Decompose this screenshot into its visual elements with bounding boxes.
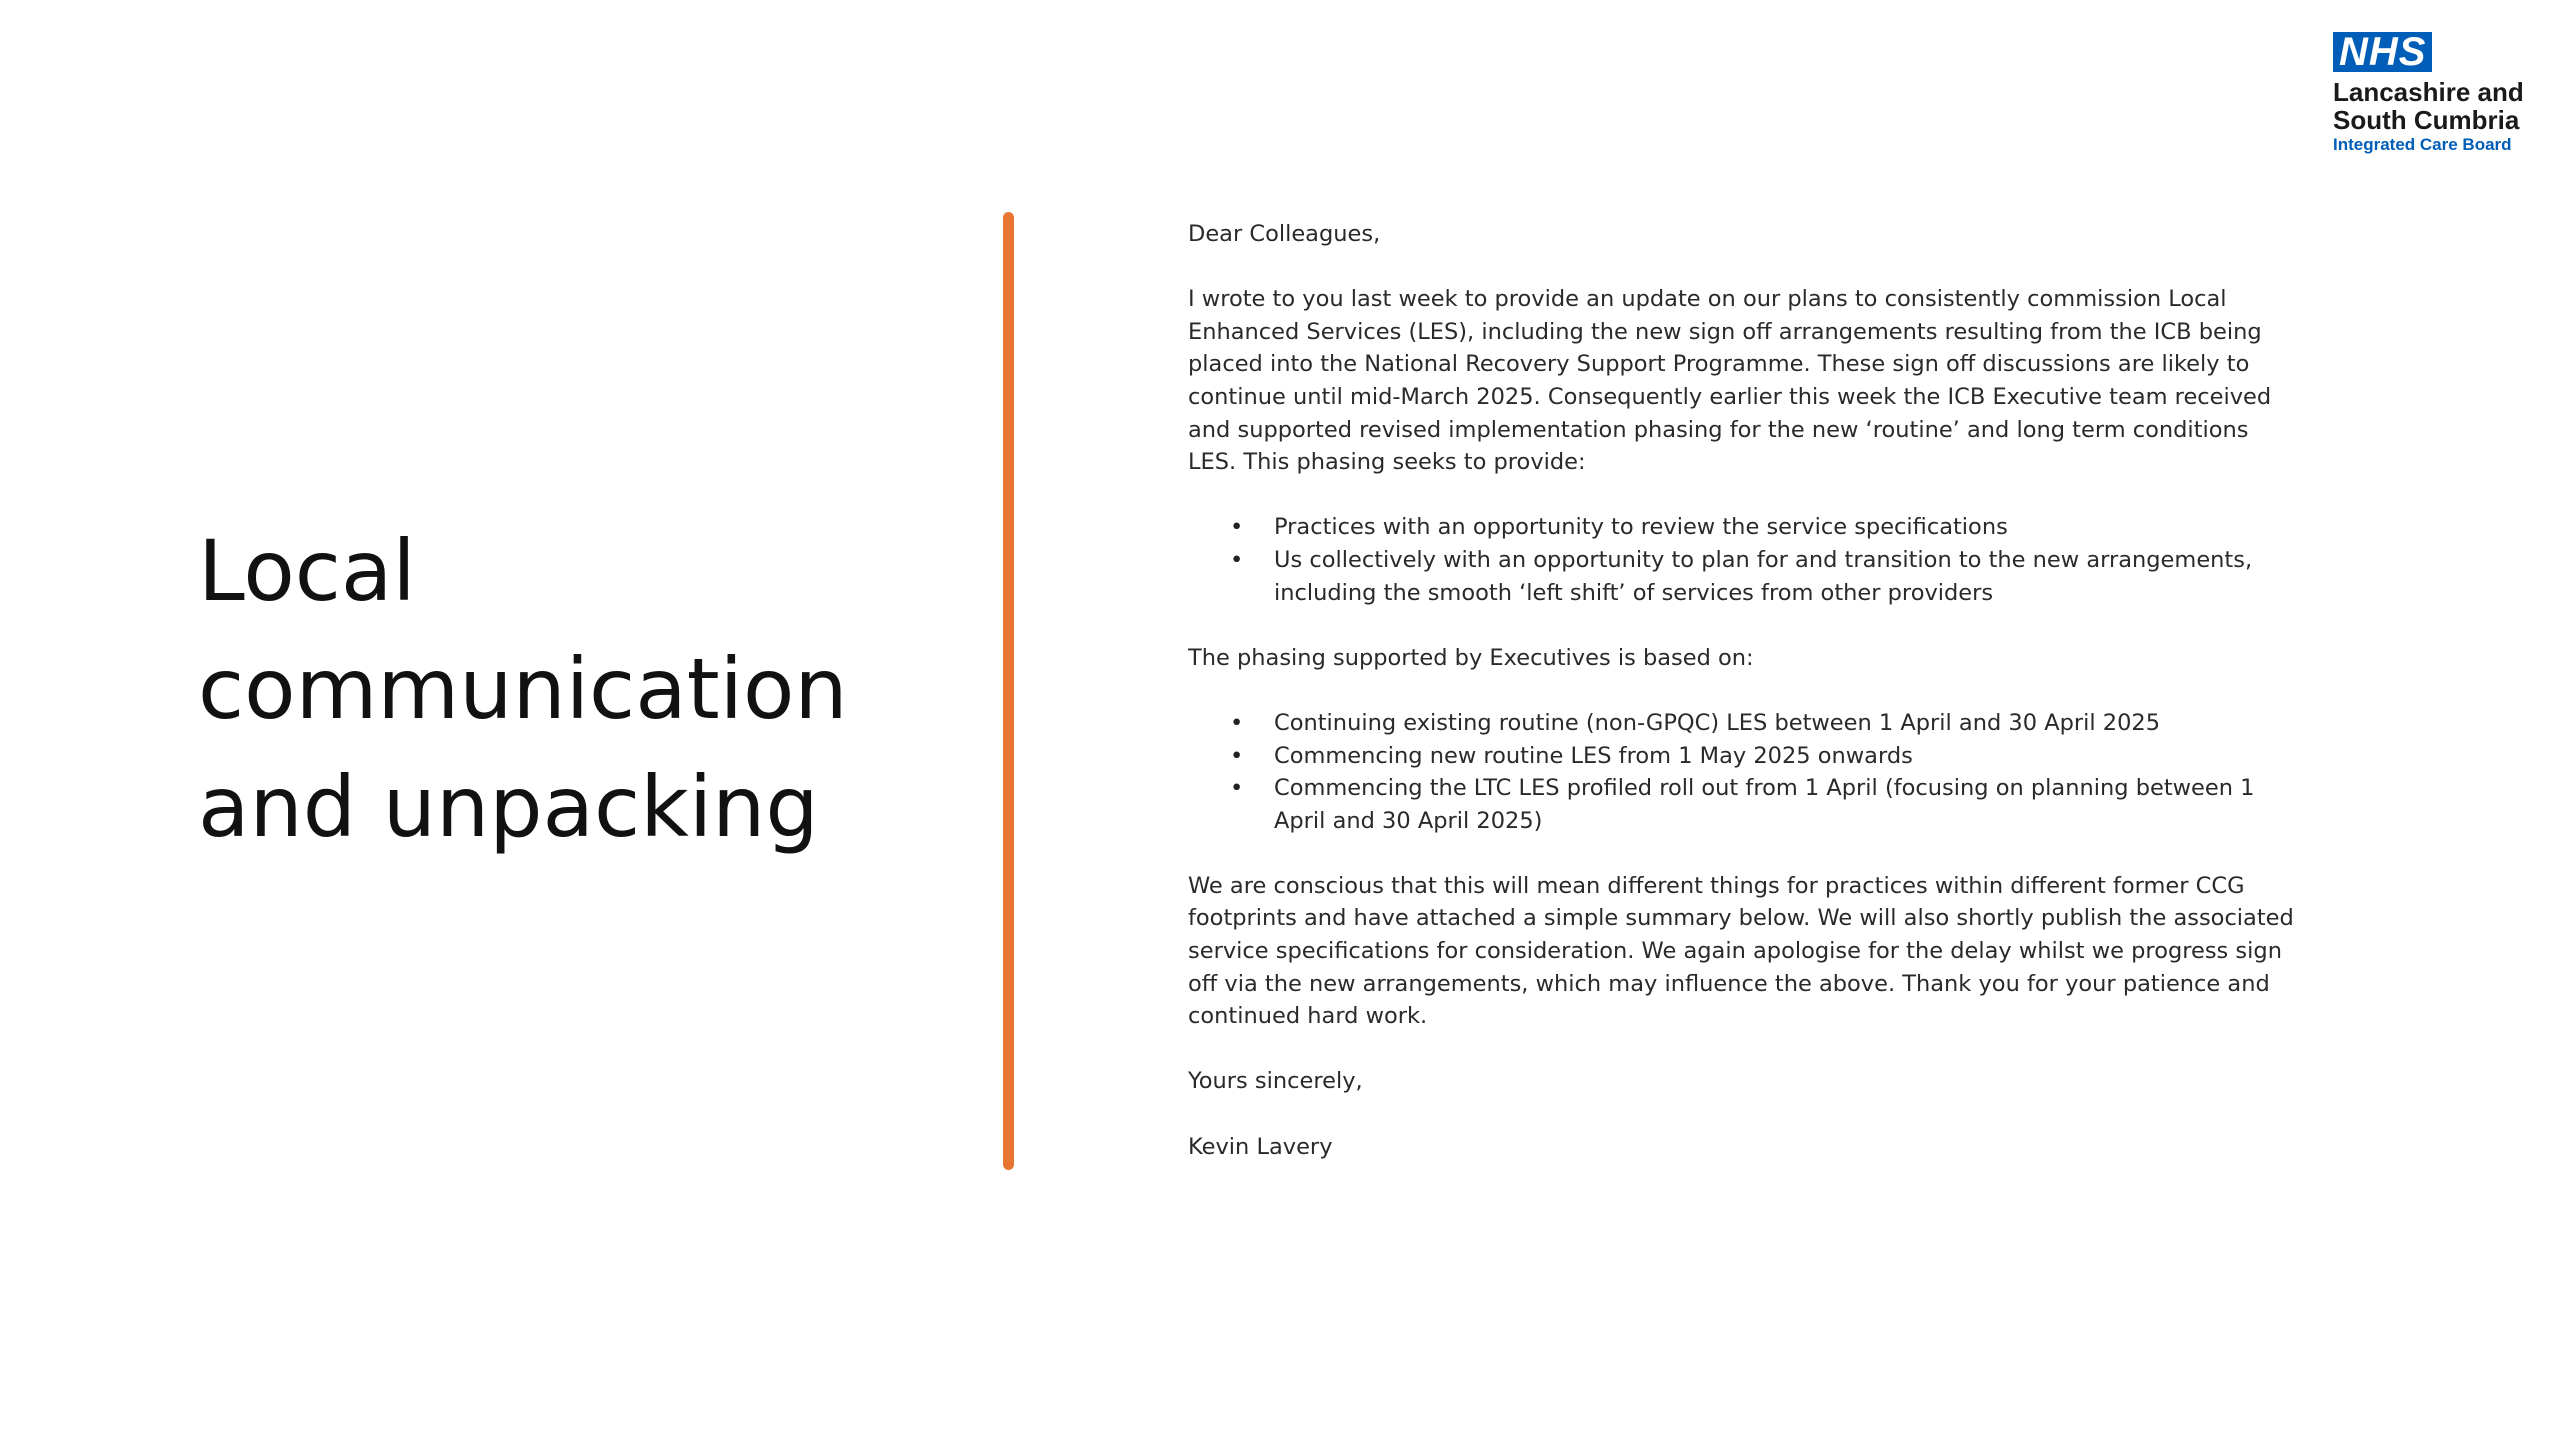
text-line: I wrote to you last week to provide an update on our plans to consistently commission Local	[1188, 286, 2227, 313]
text-line: April and 30 April 2025)	[1274, 807, 1543, 834]
text-line: • Commencing new routine LES from 1 May 2025 onwards	[1274, 742, 1913, 769]
text-line: and supported revised implementation phasing for the new ‘routine’ and long term conditions	[1188, 416, 2249, 443]
org-name-line-1: Lancashire and	[2333, 77, 2524, 107]
text-line: off via the new arrangements, which may influence the above. Thank you for your patience and	[1188, 970, 2270, 997]
text-line: Enhanced Services (LES), including the new sign off arrangements resulting from the ICB being	[1188, 318, 2262, 345]
letter-greeting: Dear Colleagues,	[1188, 221, 1381, 247]
title-line-1: Local	[198, 522, 416, 620]
org-subtitle: Integrated Care Board	[2333, 135, 2512, 154]
text-line: • Commencing the LTC LES profiled roll out from 1 April (focusing on planning between 1	[1274, 775, 2255, 802]
text-line: • Continuing existing routine (non-GPQC) LES between 1 April and 30 April 2025	[1274, 709, 2161, 736]
letter-signature: Kevin Lavery	[1188, 1133, 1333, 1160]
nhs-badge: NHS	[2333, 32, 2432, 72]
letter-paragraph-1	[1188, 283, 2368, 479]
letter-body	[1188, 218, 2368, 1196]
text-line: footprints and have attached a simple summary below. We will also shortly publish the associated	[1188, 905, 2294, 932]
title-line-2: communication	[198, 640, 848, 738]
nhs-logo	[2333, 32, 2543, 156]
orange-divider	[1003, 212, 1014, 1170]
text-line: service specifications for consideration. We again apologise for the delay whilst we progress sign	[1188, 938, 2282, 965]
letter-closing: Yours sincerely,	[1188, 1068, 1363, 1095]
phasing-list	[1188, 707, 2368, 837]
list-item	[1188, 544, 2368, 609]
list-item	[1188, 772, 2368, 837]
text-line: continued hard work.	[1188, 1003, 1428, 1030]
list-item	[1188, 740, 2368, 773]
text-line: placed into the National Recovery Support Programme. These sign off discussions are likely to	[1188, 351, 2250, 378]
letter-paragraph-2: The phasing supported by Executives is based on:	[1188, 644, 1754, 671]
slide-title	[198, 512, 978, 866]
text-line: • Practices with an opportunity to review the service specifications	[1274, 514, 2008, 541]
text-line: continue until mid-March 2025. Consequently earlier this week the ICB Executive team received	[1188, 383, 2272, 410]
text-line: • Us collectively with an opportunity to plan for and transition to the new arrangements,	[1274, 546, 2253, 573]
letter-paragraph-3	[1188, 870, 2368, 1033]
list-item	[1188, 511, 2368, 544]
list-item	[1188, 707, 2368, 740]
provision-list	[1188, 511, 2368, 609]
text-line: including the smooth ‘left shift’ of services from other providers	[1274, 579, 1994, 606]
text-line: We are conscious that this will mean different things for practices within different former CCG	[1188, 872, 2245, 899]
title-line-3: and unpacking	[198, 758, 819, 856]
text-line: LES. This phasing seeks to provide:	[1188, 449, 1586, 476]
org-name-line-2: South Cumbria	[2333, 105, 2520, 135]
